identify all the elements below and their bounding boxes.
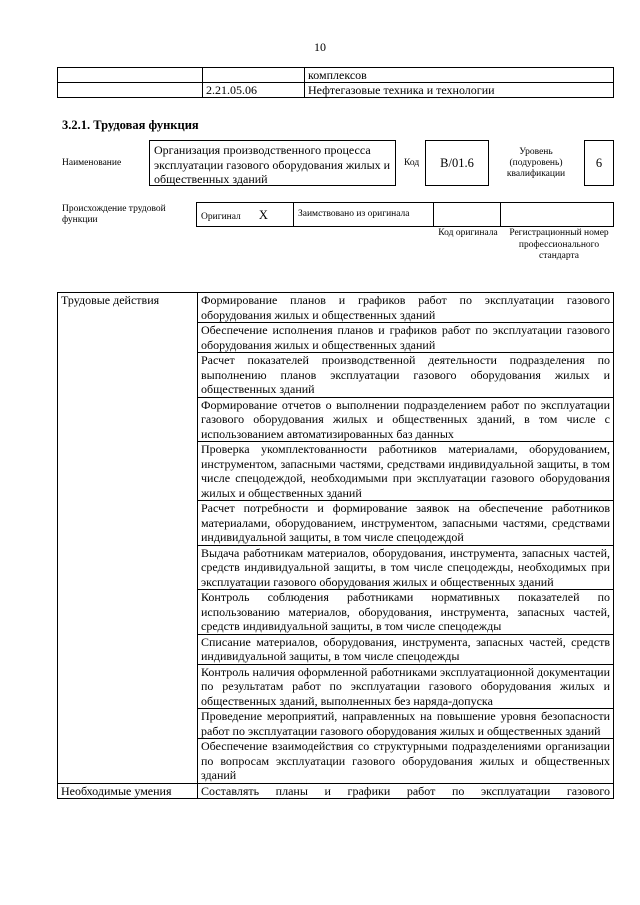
borrowed-label: Заимствовано из оригинала bbox=[294, 203, 434, 227]
table-row bbox=[58, 783, 614, 799]
labor-action-cell: Обеспечение исполнения планов и графиков работ по эксплуатации газового оборудования жилых и общественных зданий bbox=[198, 323, 614, 353]
labor-action-cell: Списание материалов, оборудования, инструмента, запасных частей, средств индивидуальной защиты, в том числе спецодежды bbox=[198, 634, 614, 664]
original-cell bbox=[197, 203, 294, 227]
labor-action-cell: Проверка укомплектованности работников материалами, оборудованием, инструментом, запасными частями, средствами индивидуальной защиты, в том числе спецодеждой, необходимыми при эксплуатации газового оборудования жилых и общественных зданий bbox=[198, 442, 614, 501]
name-label: Наименование bbox=[62, 158, 122, 168]
table-row bbox=[58, 293, 614, 323]
labor-action-cell: Формирование планов и графиков работ по эксплуатации газового оборудования жилых и общественных зданий bbox=[198, 293, 614, 323]
original-mark: X bbox=[258, 207, 268, 222]
top-table-empty-cell bbox=[58, 83, 203, 98]
level-box: 6 bbox=[584, 140, 614, 186]
origin-label: Происхождение трудовой функции bbox=[62, 204, 166, 225]
section-heading: 3.2.1. Трудовая функция bbox=[62, 118, 199, 132]
top-table-text-cell: Нефтегазовые техника и технологии bbox=[305, 83, 614, 98]
labor-action-cell: Обеспечение взаимодействия со структурными подразделениями организации по вопросам эксплуатации газового оборудования жилых и общественных зданий bbox=[198, 739, 614, 784]
original-code-cell bbox=[434, 203, 501, 227]
table-row bbox=[197, 203, 614, 227]
main-table bbox=[57, 292, 614, 799]
labor-action-cell: Формирование отчетов о выполнении подразделением работ по эксплуатации газового оборудования жилых и общественных зданий, в том числе с использованием автоматизированных баз данных bbox=[198, 397, 614, 442]
code-label: Код bbox=[404, 158, 420, 168]
labor-action-cell: Проведение мероприятий, направленных на повышение уровня безопасности работ по эксплуатации газового оборудования жилых и общественных зданий bbox=[198, 709, 614, 739]
labor-action-cell: Расчет показателей производственной деятельности подразделения по выполнению планов эксплуатации газового оборудования жилых и общественных зданий bbox=[198, 353, 614, 398]
top-table-code-cell bbox=[58, 68, 203, 83]
top-table-code-cell bbox=[203, 68, 305, 83]
reg-number-cell bbox=[501, 203, 614, 227]
skill-cell: Составлять планы и графики работ по эксплуатации газового bbox=[198, 783, 614, 799]
labor-action-cell: Выдача работникам материалов, оборудования, инструмента, запасных частей, средств индивидуальной защиты, в том числе спецодежды, необходимых при эксплуатации газового оборудования жилых и общественных зданий bbox=[198, 545, 614, 590]
page-number: 10 bbox=[314, 40, 326, 54]
reg-number-caption: Регистрационный номер профессионального стандарта bbox=[509, 228, 609, 261]
code-original-caption: Код оригинала bbox=[438, 228, 498, 238]
table-row bbox=[58, 83, 614, 98]
labor-action-cell: Контроль наличия оформленной работниками эксплуатационной документации по результатам работ по эксплуатации газового оборудования жилых и общественных зданий, выполненных без наряда-допуска bbox=[198, 664, 614, 709]
skills-label: Необходимые умения bbox=[58, 783, 198, 799]
original-label: Оригинал bbox=[201, 211, 241, 222]
origin-table bbox=[196, 202, 614, 227]
top-table-code-cell: 2.21.05.06 bbox=[203, 83, 305, 98]
top-table-text-cell: комплексов bbox=[305, 68, 614, 83]
labor-action-cell: Расчет потребности и формирование заявок на обеспечение работников материалами, оборудованием, инструментом, запасными частями, средствами индивидуальной защиты, в том числе спецодеждой bbox=[198, 501, 614, 546]
table-row bbox=[58, 68, 614, 83]
function-name-box: Организация производственного процесса эксплуатации газового оборудования жилых и общественных зданий bbox=[149, 140, 396, 186]
top-table bbox=[57, 67, 614, 98]
labor-actions-label: Трудовые действия bbox=[58, 293, 198, 784]
level-label: Уровень (подуровень) квалификации bbox=[506, 147, 566, 179]
function-code-box: B/01.6 bbox=[425, 140, 489, 186]
labor-action-cell: Контроль соблюдения работниками нормативных показателей по использованию материалов, оборудования, инструмента, запасных частей, средств индивидуальной защиты, в том числе спецодежды bbox=[198, 590, 614, 635]
